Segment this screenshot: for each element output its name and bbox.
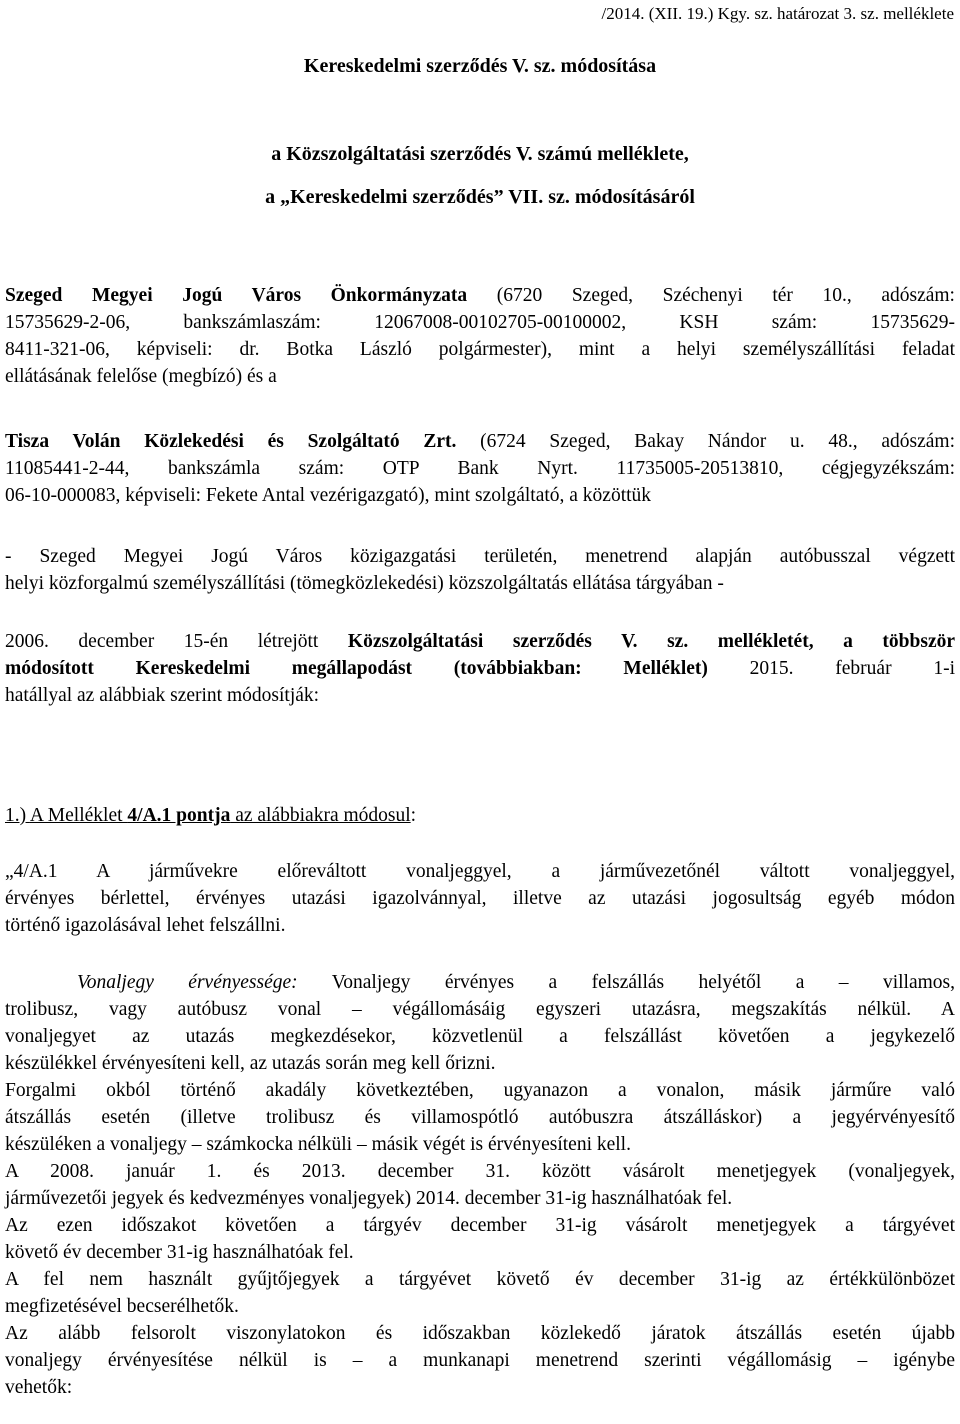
forgalmi-line: átszállás esetén (illetve trolibusz és villamospótló autóbuszra átszálláskor) a jegyérvényesítő: [5, 1107, 955, 1128]
party-1-paragraph: [5, 282, 955, 390]
subtitle-line-2: a „Kereskedelmi szerződés” VII. sz. módosításáról: [265, 186, 695, 208]
ticket-validity-2008-line: járművezetői jegyek és kedvezményes vonaljegyek) 2014. december 31-ig használhatóak fel.: [5, 1188, 733, 1209]
point-4a1-paragraph: [5, 858, 955, 939]
scope-line: - Szeged Megyei Jogú Város közigazgatási területén, menetrend alapján autóbusszal végzett: [5, 546, 955, 567]
party-2-line: [5, 428, 955, 455]
transfer-rule-line: vehetők:: [5, 1377, 73, 1398]
collective-ticket-line: A fel nem használt gyűjtőjegyek a tárgyévet követő év december 31-ig az értékkülönbözet: [5, 1269, 955, 1290]
validity-line: készülékkel érvényesíteni kell, az utazás során meg kell őrizni.: [5, 1053, 496, 1074]
agreement-line: [5, 628, 955, 655]
validity-text: Vonaljegy érvényes a felszállás helyétől a – villamos,: [297, 972, 955, 993]
agreement-annex-name: módosított Kereskedelmi megállapodást (továbbiakban: Melléklet): [5, 658, 708, 679]
party-2-details: (6724 Szeged, Bakay Nándor u. 48., adószám:: [456, 431, 955, 452]
validity-line: [5, 969, 955, 996]
agreement-date: 2006. december 15-én létrejött: [5, 631, 348, 652]
point-4a1-line: érvényes bérlettel, érvényes utazási igazolvánnyal, illetve az utazási jogosultság egyéb módon: [5, 888, 955, 909]
party-2-line: 11085441-2-44, bankszámla szám: OTP Bank Nyrt. 11735005-20513810, cégjegyzékszám:: [5, 458, 955, 479]
party-1-line: 8411-321-06, képviseli: dr. Botka László polgármester), mint a helyi személyszállítási feladat: [5, 339, 955, 360]
section-heading-part: A Melléklet: [29, 805, 128, 826]
agreement-effective-date: 2015. február 1-i: [707, 658, 955, 679]
party-2-name: Tisza Volán Közlekedési és Szolgáltató Zrt.: [5, 431, 457, 452]
agreement-contract-name: Közszolgáltatási szerződés V. sz. mellékletét, a többször: [347, 631, 956, 652]
header-note: /2014. (XII. 19.) Kgy. sz. határozat 3. sz. melléklete: [601, 4, 954, 23]
section-colon: :: [410, 805, 417, 826]
point-4a1-line: történő igazolásával lehet felszállni.: [5, 915, 286, 936]
party-1-line: ellátásának felelőse (megbízó) és a: [5, 366, 277, 387]
transfer-rule-line: vonaljegy érvényesítése nélkül is – a munkanapi menetrend szerinti végállomásig – igénybe: [5, 1350, 955, 1371]
party-1-line: 15735629-2-06, bankszámlaszám: 12067008-00102705-00100002, KSH szám: 15735629-: [5, 312, 955, 333]
validity-paragraph: [5, 969, 955, 1401]
collective-ticket-line: megfizetésével becserélhetők.: [5, 1296, 239, 1317]
validity-term: Vonaljegy érvényessége:: [77, 972, 298, 993]
agreement-paragraph: [5, 628, 955, 709]
party-1-line: [5, 282, 955, 309]
party-1-details: (6720 Szeged, Széchenyi tér 10., adószám:: [467, 285, 955, 306]
section-number: 1.): [5, 805, 30, 826]
agreement-line: [5, 655, 955, 682]
point-4a1-line: „4/A.1 A járművekre előreváltott vonaljeggyel, a járművezetőnél váltott vonaljeggyel,: [5, 861, 955, 882]
ticket-validity-2008-line: A 2008. január 1. és 2013. december 31. között vásárolt menetjegyek (vonaljegyek,: [5, 1161, 955, 1182]
party-1-name: Szeged Megyei Jogú Város Önkormányzata: [5, 285, 468, 306]
ticket-validity-year-line: követő év december 31-ig használhatóak fel.: [5, 1242, 354, 1263]
scope-line: helyi közforgalmú személyszállítási (tömegközlekedési) közszolgáltatás ellátása tárgyában -: [5, 573, 724, 594]
party-2-line: 06-10-000083, képviseli: Fekete Antal vezérigazgató), mint szolgáltató, a közöttük: [5, 485, 652, 506]
section-heading-part: az alábbiakra módosul: [230, 805, 411, 826]
transfer-rule-line: Az alább felsorolt viszonylatokon és időszakban közlekedő járatok átszállás esetén újabb: [5, 1323, 955, 1344]
agreement-line: hatállyal az alábbiak szerint módosítják:: [5, 685, 320, 706]
forgalmi-line: Forgalmi okból történő akadály következtében, ugyanazon a vonalon, másik járműre való: [5, 1080, 955, 1101]
scope-paragraph: [5, 543, 955, 597]
validity-line: trolibusz, vagy autóbusz vonal – végállomásáig egyszeri utazásra, megszakítás nélkül. A: [5, 999, 955, 1020]
subtitle-line-1: a Közszolgáltatási szerződés V. számú melléklete,: [271, 143, 689, 165]
party-2-paragraph: [5, 428, 955, 509]
ticket-validity-year-line: Az ezen időszakot követően a tárgyév december 31-ig vásárolt menetjegyek a tárgyévet: [5, 1215, 955, 1236]
section-1-heading: [5, 802, 955, 829]
section-point-ref: 4/A.1 pontja: [127, 805, 231, 826]
document-title: Kereskedelmi szerződés V. sz. módosítása: [303, 55, 657, 77]
forgalmi-line: készüléken a vonaljegy – számkocka nélküli – másik végét is érvényesíteni kell.: [5, 1134, 631, 1155]
validity-line: vonaljegyet az utazás megkezdésekor, közvetlenül a felszállást követően a jegykezelő: [5, 1026, 955, 1047]
